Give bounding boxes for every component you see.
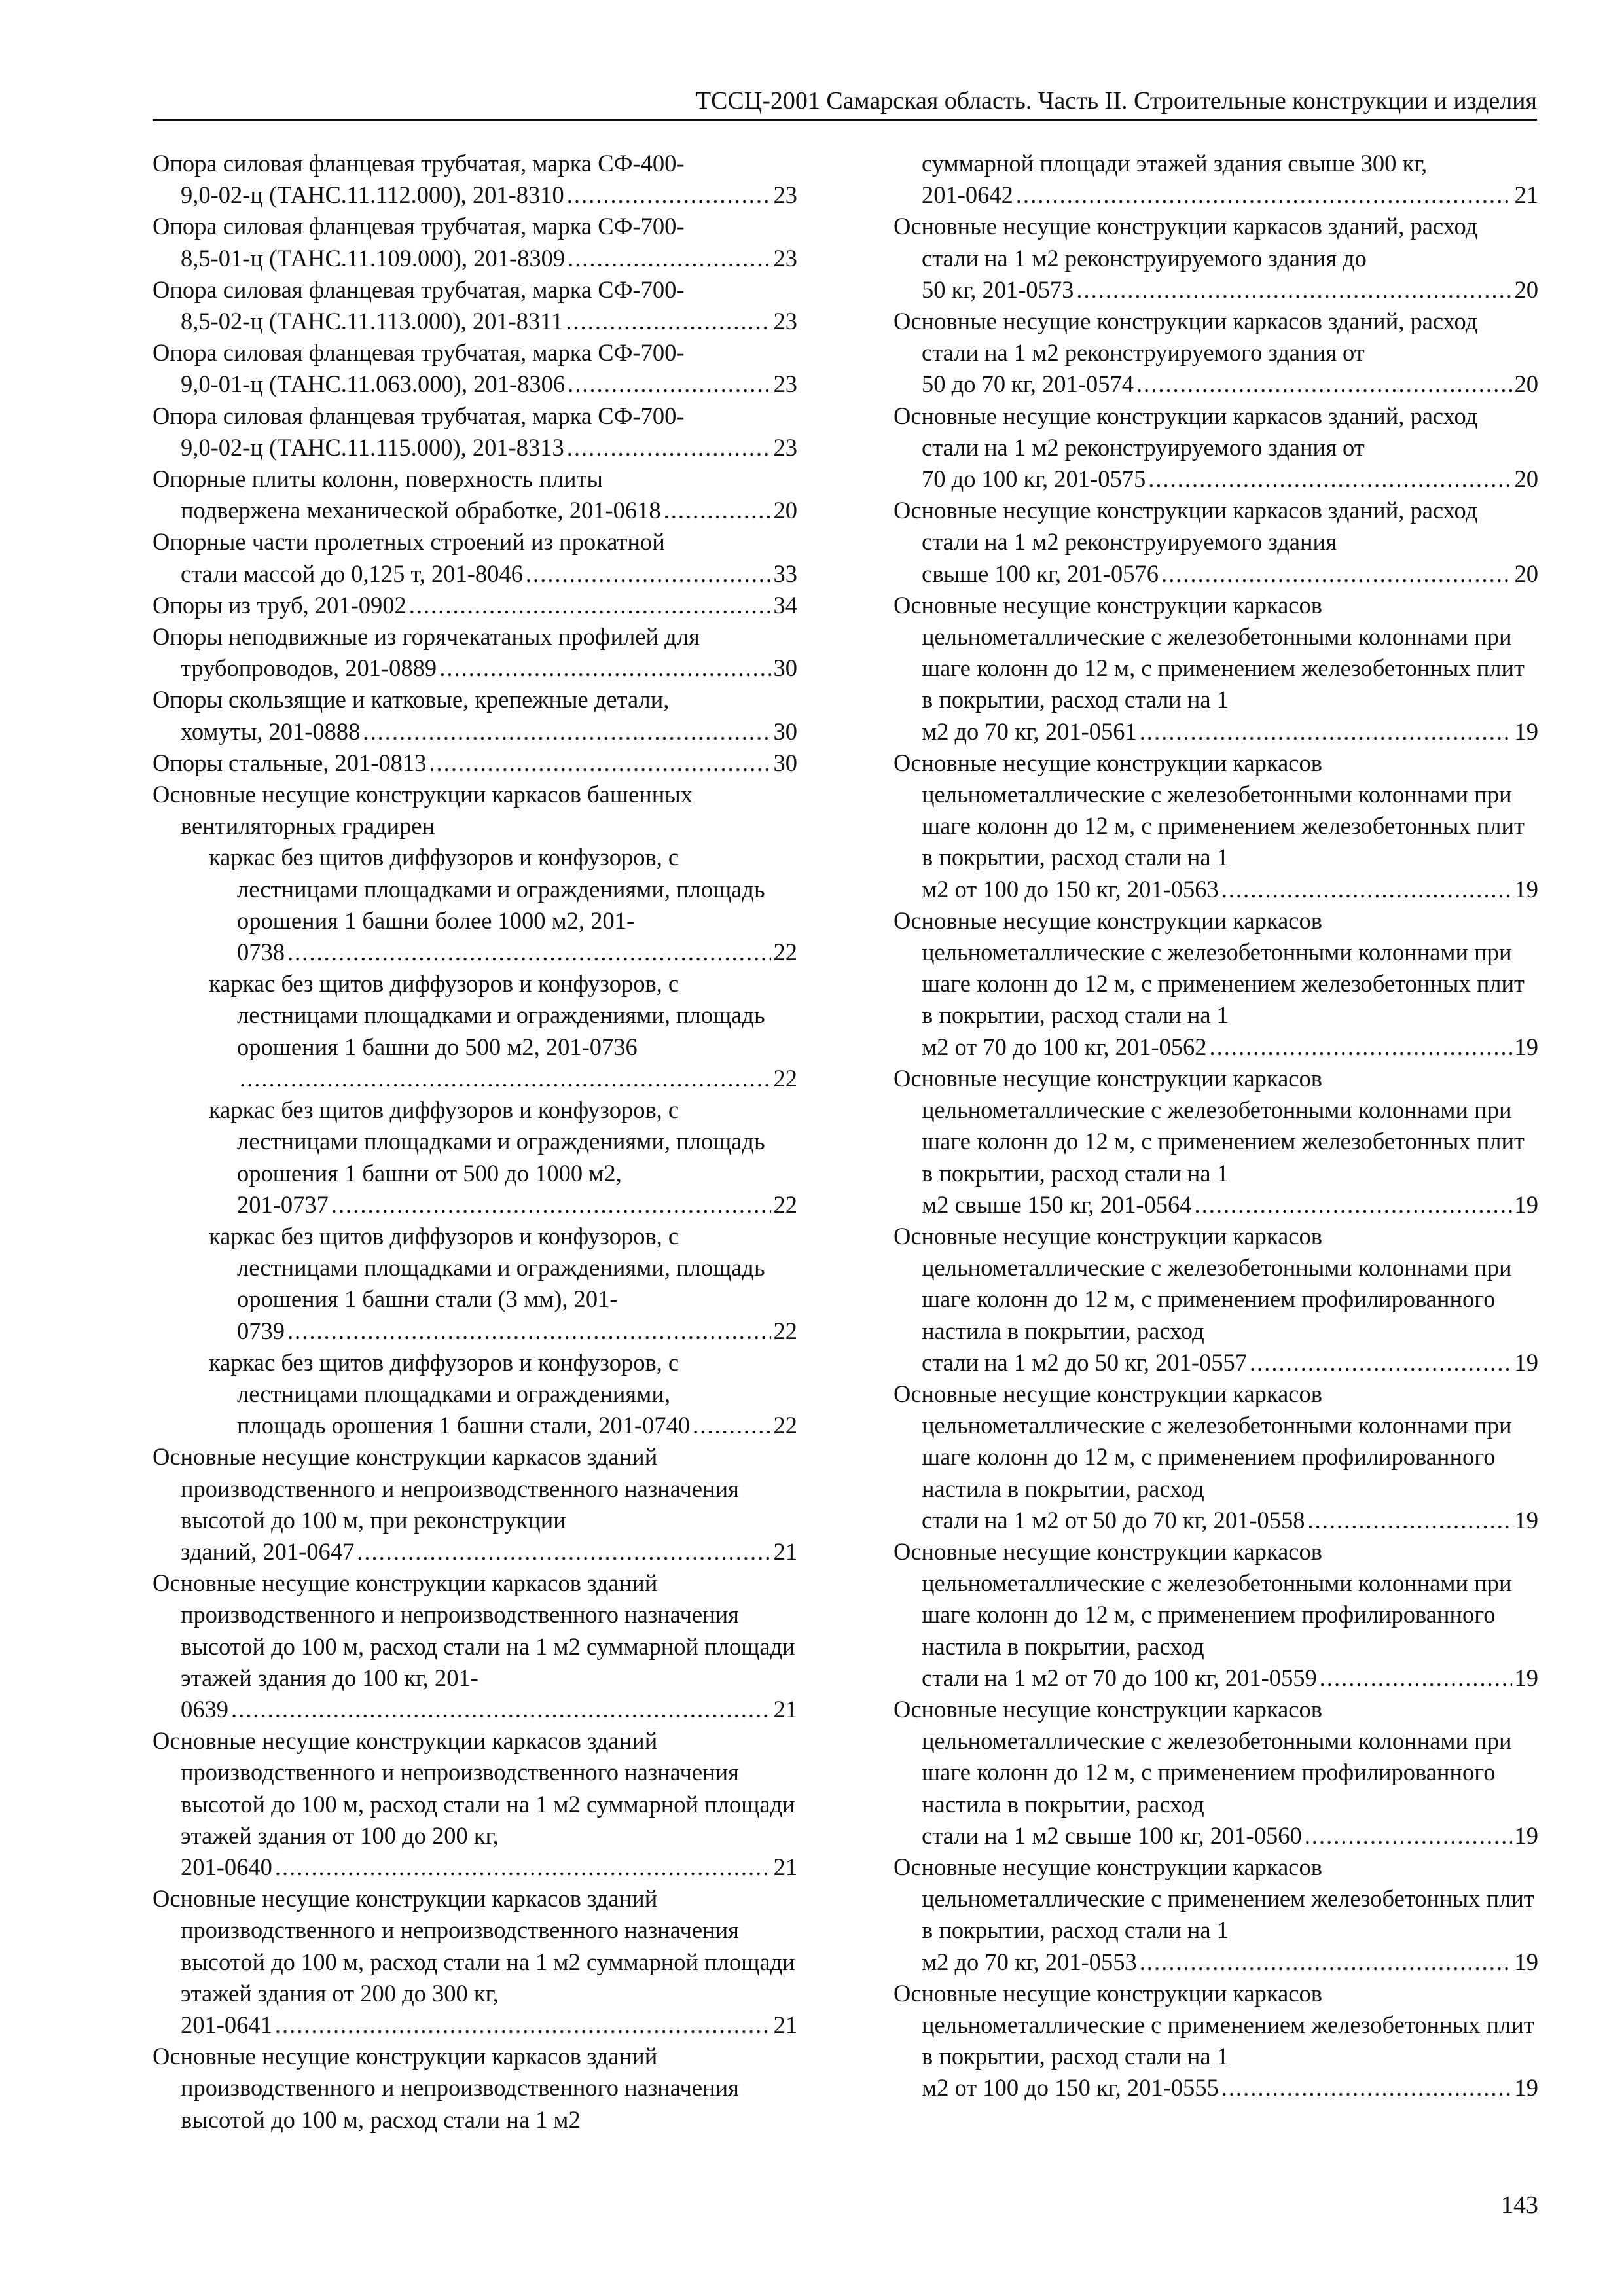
- entry-code: 0739: [237, 1317, 285, 1344]
- index-entry: [153, 2041, 797, 2136]
- entry-code: стали на 1 м2 до 50 кг, 201-0557: [922, 1348, 1248, 1376]
- entry-code: стали массой до 0,125 т, 201-8046: [181, 560, 523, 587]
- entry-code: зданий, 201-0647: [181, 1537, 355, 1565]
- dot-leader: [1161, 558, 1511, 590]
- index-entry: [893, 401, 1538, 495]
- dot-leader: [1136, 368, 1512, 400]
- entry-text: Основные несущие конструкции каркасов зданий производственного и непроизводственного назначения высотой до 100 м, расход стали на 1 м2 суммарной площади этажей здания от 200 до 300 кг,: [153, 1885, 795, 2007]
- entry-code: подвержена механической обработке, 201-0618: [181, 497, 661, 524]
- dot-leader: [1250, 1347, 1511, 1378]
- entry-tail: [922, 1505, 1538, 1536]
- entry-text: Опора силовая фланцевая трубчатая, марка СФ-700-: [153, 402, 685, 429]
- entry-code: 9,0-02-ц (ТАНС.11.115.000), 201-8313: [181, 433, 564, 461]
- entry-text: Опора силовая фланцевая трубчатая, марка СФ-700-: [153, 339, 685, 367]
- dot-leader: [566, 306, 770, 337]
- entry-page-number: 19: [1514, 2074, 1538, 2102]
- index-entry: [153, 1725, 797, 1883]
- entry-code: 70 до 100 кг, 201-0575: [922, 465, 1146, 493]
- entry-page-number: 23: [773, 433, 797, 461]
- entry-page-number: 21: [773, 1695, 797, 1723]
- index-entry: [893, 1063, 1538, 1221]
- entry-tail: [181, 716, 797, 747]
- entry-text: Опоры неподвижные из горячекатаных профилей для: [153, 623, 700, 651]
- dot-leader: [287, 1316, 771, 1347]
- dot-leader: [409, 590, 771, 621]
- entry-page-number: 34: [773, 591, 797, 619]
- index-entry: [153, 148, 797, 211]
- index-entry: [153, 1883, 797, 2041]
- index-entry: [893, 590, 1538, 747]
- entry-tail: [237, 1063, 797, 1094]
- entry-tail: [181, 432, 797, 463]
- entry-page-number: 33: [773, 560, 797, 587]
- dot-leader: [363, 716, 770, 747]
- entry-code: свыше 100 кг, 201-0576: [922, 560, 1159, 587]
- entry-page-number: 22: [773, 1317, 797, 1344]
- index-entry: [153, 274, 797, 337]
- index-entry: [153, 747, 797, 779]
- dot-leader: [231, 1694, 771, 1725]
- entry-code: Опоры стальные, 201-0813: [153, 749, 427, 776]
- entry-code: 0639: [181, 1695, 228, 1723]
- entry-tail: [922, 874, 1538, 905]
- entry-code: 50 кг, 201-0573: [922, 276, 1074, 303]
- entry-page-number: 21: [773, 1853, 797, 1880]
- entry-code: 0738: [237, 939, 285, 966]
- entry-text: Основные несущие конструкции каркасов цельнометаллические с применением железобетонных плит в покрытии, расход стали на 1: [893, 1979, 1534, 2070]
- index-entry: [893, 1978, 1538, 2104]
- entry-code: 8,5-02-ц (ТАНС.11.113.000), 201-8311: [181, 308, 564, 335]
- index-subentry: [181, 842, 797, 968]
- entry-page-number: 19: [1514, 1348, 1538, 1376]
- entry-text: Опорные части пролетных строений из прокатной: [153, 528, 665, 556]
- entry-page-number: 19: [1514, 1506, 1538, 1534]
- entry-text: Основные несущие конструкции каркасов зданий, расход стали на 1 м2 реконструируемого здания от: [893, 308, 1478, 367]
- entry-tail: [181, 368, 797, 400]
- entry-tail: [181, 179, 797, 211]
- entry-text: каркас без щитов диффузоров и конфузоров, с лестницами площадками и ограждениями, площадь орошения 1 башни до 500 м2, 201-0736: [209, 970, 765, 1060]
- dot-leader: [1221, 874, 1512, 905]
- entry-tail: [181, 558, 797, 590]
- entry-page-number: 20: [1514, 560, 1538, 587]
- entry-text: Основные несущие конструкции каркасов зданий, расход стали на 1 м2 реконструируемого здания: [893, 497, 1478, 556]
- entry-code: 9,0-02-ц (ТАНС.11.112.000), 201-8310: [181, 181, 564, 209]
- entry-text: Основные несущие конструкции каркасов цельнометаллические с железобетонными колоннами при шаге колонн до 12 м, с применением железобетонных плит в покрытии, расход стали на 1: [893, 1064, 1525, 1187]
- header-title: ТССЦ-2001 Самарская область. Часть II. Строительные конструкции и изделия: [695, 87, 1537, 115]
- entry-text: Основные несущие конструкции каркасов цельнометаллические с железобетонными колоннами при шаге колонн до 12 м, с применением профилированного настила в покрытии, расход: [893, 1695, 1512, 1818]
- dot-leader: [664, 495, 771, 526]
- index-entry: [893, 211, 1538, 306]
- entry-tail: [922, 1946, 1538, 1978]
- entry-page-number: 19: [1514, 1948, 1538, 1975]
- entry-page-number: 22: [773, 939, 797, 966]
- entry-text: Основные несущие конструкции каркасов башенных вентиляторных градирен: [153, 781, 693, 840]
- index-entry: [153, 463, 797, 526]
- dot-leader: [357, 1536, 770, 1568]
- entry-page-number: 20: [1514, 370, 1538, 398]
- entry-text: Опора силовая фланцевая трубчатая, марка СФ-700-: [153, 213, 685, 240]
- index-entry: [893, 1852, 1538, 1978]
- dot-leader: [1194, 1189, 1511, 1221]
- dot-leader: [439, 653, 770, 684]
- entry-code: м2 от 100 до 150 кг, 201-0555: [922, 2074, 1219, 2102]
- index-subentry: [181, 968, 797, 1094]
- index-entry: [893, 747, 1538, 905]
- entry-tail: [922, 179, 1538, 211]
- entry-text: Основные несущие конструкции каркасов зданий, расход стали на 1 м2 реконструируемого здания до: [893, 213, 1478, 272]
- entry-tail: [922, 1662, 1538, 1694]
- entry-code: м2 от 70 до 100 кг, 201-0562: [922, 1033, 1207, 1060]
- entry-page-number: 30: [773, 655, 797, 682]
- entry-page-number: 20: [1514, 276, 1538, 303]
- entry-text: Основные несущие конструкции каркасов цельнометаллические с железобетонными колоннами при шаге колонн до 12 м, с применением профилированного настила в покрытии, расход: [893, 1537, 1512, 1660]
- index-column-right: [893, 148, 1538, 2104]
- entry-tail: [181, 653, 797, 684]
- dot-leader: [1221, 2072, 1512, 2104]
- index-entry: [893, 306, 1538, 401]
- entry-code: стали на 1 м2 от 70 до 100 кг, 201-0559: [922, 1664, 1317, 1691]
- entry-text: Опорные плиты колонн, поверхность плиты: [153, 465, 603, 493]
- index-subentry: [181, 1347, 797, 1442]
- entry-text: Основные несущие конструкции каркасов цельнометаллические с железобетонными колоннами при шаге колонн до 12 м, с применением профилированного настила в покрытии, расход: [893, 1380, 1512, 1502]
- index-entry: [893, 1221, 1538, 1378]
- entry-tail: [922, 2072, 1538, 2104]
- index-entry: [893, 905, 1538, 1063]
- entry-tail: [922, 1347, 1538, 1378]
- entry-text: Основные несущие конструкции каркасов зданий производственного и непроизводственного назначения высотой до 100 м, при реконструкции: [153, 1443, 739, 1534]
- entry-page-number: 21: [1514, 181, 1538, 209]
- entry-text: Основные несущие конструкции каркасов зданий производственного и непроизводственного назначения высотой до 100 м, расход стали на 1 м2 суммарной площади этажей здания до 100 кг, 201-: [153, 1570, 795, 1691]
- dot-leader: [693, 1410, 770, 1441]
- entry-tail: [922, 716, 1538, 747]
- entry-code: стали на 1 м2 от 50 до 70 кг, 201-0558: [922, 1506, 1305, 1534]
- entry-code: 201-0640: [181, 1853, 272, 1880]
- dot-leader: [1305, 1820, 1512, 1852]
- entry-code: 9,0-01-ц (ТАНС.11.063.000), 201-8306: [181, 370, 566, 398]
- entry-code: 201-0737: [237, 1191, 329, 1218]
- entry-code: стали на 1 м2 свыше 100 кг, 201-0560: [922, 1821, 1302, 1849]
- entry-text: Основные несущие конструкции каркасов цельнометаллические с железобетонными колоннами при шаге колонн до 12 м, с применением железобетонных плит в покрытии, расход стали на 1: [893, 591, 1525, 713]
- index-column-left: [153, 148, 797, 2136]
- entry-text: суммарной площади этажей здания свыше 300 кг,: [922, 150, 1428, 177]
- entry-page-number: 19: [1514, 717, 1538, 745]
- dot-leader: [568, 243, 770, 274]
- entry-code: м2 до 70 кг, 201-0561: [922, 717, 1137, 745]
- index-entry: [153, 1568, 797, 1725]
- entry-tail: [922, 558, 1538, 590]
- entry-tail: [922, 1189, 1538, 1221]
- dot-leader: [1140, 716, 1512, 747]
- dot-leader: [1148, 463, 1511, 495]
- entry-tail: [181, 2009, 797, 2041]
- dot-leader: [567, 179, 771, 211]
- dot-leader: [1076, 274, 1511, 306]
- entry-page-number: 20: [773, 497, 797, 524]
- entry-text: Основные несущие конструкции каркасов зданий производственного и непроизводственного назначения высотой до 100 м, расход стали на 1 м2 суммарной площади этажей здания от 100 до 200 кг,: [153, 1727, 795, 1849]
- entry-text: Опора силовая фланцевая трубчатая, марка СФ-700-: [153, 276, 685, 303]
- entry-page-number: 22: [773, 1412, 797, 1439]
- page-number: 143: [1501, 2191, 1538, 2219]
- entry-page-number: 21: [773, 1537, 797, 1565]
- entry-page-number: 22: [773, 1064, 797, 1092]
- entry-tail: [922, 1820, 1538, 1852]
- entry-text: каркас без щитов диффузоров и конфузоров, с лестницами площадками и ограждениями,: [209, 1348, 679, 1407]
- index-entry: [153, 211, 797, 274]
- dot-leader: [275, 1852, 771, 1883]
- entry-tail: [181, 1852, 797, 1883]
- entry-text: каркас без щитов диффузоров и конфузоров, с лестницами площадками и ограждениями, площадь орошения 1 башни от 500 до 1000 м2,: [209, 1096, 765, 1187]
- entry-code: площадь орошения 1 башни стали, 201-0740: [237, 1412, 691, 1439]
- index-entry: [153, 401, 797, 463]
- entry-tail: [922, 368, 1538, 400]
- entry-tail: [181, 1694, 797, 1725]
- index-entry: [153, 526, 797, 589]
- index-entry: [153, 337, 797, 400]
- entry-code: м2 свыше 150 кг, 201-0564: [922, 1191, 1192, 1218]
- dot-leader: [1016, 179, 1512, 211]
- entry-tail: [237, 1410, 797, 1441]
- index-subentry: [181, 1221, 797, 1347]
- entry-page-number: 23: [773, 244, 797, 272]
- index-entry: [153, 684, 797, 747]
- entry-page-number: 22: [773, 1191, 797, 1218]
- entry-tail: [153, 590, 797, 621]
- dot-leader: [331, 1189, 771, 1221]
- dot-leader: [1140, 1946, 1512, 1978]
- entry-page-number: 23: [773, 370, 797, 398]
- entry-text: Основные несущие конструкции каркасов цельнометаллические с железобетонными колоннами при шаге колонн до 12 м, с применением профилированного настила в покрытии, расход: [893, 1222, 1512, 1344]
- entry-tail: [181, 306, 797, 337]
- index-entry: [893, 1378, 1538, 1536]
- entry-text: каркас без щитов диффузоров и конфузоров, с лестницами площадками и ограждениями, площадь орошения 1 башни стали (3 мм), 201-: [209, 1222, 765, 1313]
- entry-tail: [922, 463, 1538, 495]
- entry-code: Опоры из труб, 201-0902: [153, 591, 406, 619]
- index-entry: [893, 495, 1538, 590]
- dot-leader: [287, 937, 771, 968]
- entry-page-number: 23: [773, 308, 797, 335]
- entry-code: м2 от 100 до 150 кг, 201-0563: [922, 875, 1219, 903]
- entry-page-number: 19: [1514, 1033, 1538, 1060]
- entry-tail: [922, 274, 1538, 306]
- dot-leader: [526, 558, 771, 590]
- entry-code: трубопроводов, 201-0889: [181, 655, 437, 682]
- index-entry: [153, 621, 797, 684]
- entry-code: 201-0641: [181, 2011, 272, 2038]
- entry-text: Основные несущие конструкции каркасов зданий производственного и непроизводственного назначения высотой до 100 м, расход стали на 1 м2: [153, 2043, 739, 2133]
- entry-page-number: 23: [773, 181, 797, 209]
- entry-code: м2 до 70 кг, 201-0553: [922, 1948, 1137, 1975]
- dot-leader: [275, 2009, 771, 2041]
- entry-page-number: 30: [773, 749, 797, 776]
- entry-code: 8,5-01-ц (ТАНС.11.109.000), 201-8309: [181, 244, 566, 272]
- entry-tail: [153, 747, 797, 779]
- entry-text: Основные несущие конструкции каркасов цельнометаллические с применением железобетонных плит в покрытии, расход стали на 1: [893, 1853, 1534, 1944]
- running-header: [153, 84, 1537, 121]
- index-entry: [153, 590, 797, 621]
- dot-leader: [429, 747, 770, 779]
- entry-page-number: 30: [773, 717, 797, 745]
- entry-tail: [237, 937, 797, 968]
- index-entry: [893, 148, 1538, 211]
- dot-leader: [567, 432, 771, 463]
- entry-page-number: 19: [1514, 1821, 1538, 1849]
- index-entry: [153, 779, 797, 842]
- index-entry: [893, 1694, 1538, 1852]
- index-entry: [893, 1536, 1538, 1694]
- entry-text: каркас без щитов диффузоров и конфузоров, с лестницами площадками и ограждениями, площадь орошения 1 башни более 1000 м2, 201-: [209, 844, 765, 934]
- entry-code: хомуты, 201-0888: [181, 717, 361, 745]
- entry-text: Основные несущие конструкции каркасов зданий, расход стали на 1 м2 реконструируемого здания от: [893, 402, 1478, 461]
- dot-leader: [1210, 1031, 1512, 1063]
- entry-code: 201-0642: [922, 181, 1013, 209]
- entry-text: Основные несущие конструкции каркасов цельнометаллические с железобетонными колоннами при шаге колонн до 12 м, с применением железобетонных плит в покрытии, расход стали на 1: [893, 749, 1525, 871]
- entry-tail: [181, 243, 797, 274]
- entry-page-number: 20: [1514, 465, 1538, 493]
- dot-leader: [1307, 1505, 1511, 1536]
- entry-tail: [237, 1189, 797, 1221]
- dot-leader: [240, 1063, 771, 1094]
- entry-tail: [922, 1031, 1538, 1063]
- entry-tail: [181, 1536, 797, 1568]
- entry-page-number: 19: [1514, 1664, 1538, 1691]
- dot-leader: [568, 368, 770, 400]
- entry-text: Основные несущие конструкции каркасов цельнометаллические с железобетонными колоннами при шаге колонн до 12 м, с применением железобетонных плит в покрытии, расход стали на 1: [893, 906, 1525, 1029]
- entry-text: Опоры скользящие и катковые, крепежные детали,: [153, 686, 670, 713]
- index-subentry: [181, 1094, 797, 1221]
- dot-leader: [1320, 1662, 1512, 1694]
- entry-page-number: 21: [773, 2011, 797, 2038]
- entry-tail: [181, 495, 797, 526]
- index-entry: [153, 1441, 797, 1568]
- entry-tail: [237, 1316, 797, 1347]
- entry-code: 50 до 70 кг, 201-0574: [922, 370, 1134, 398]
- entry-text: Опора силовая фланцевая трубчатая, марка СФ-400-: [153, 150, 685, 177]
- entry-page-number: 19: [1514, 1191, 1538, 1218]
- entry-page-number: 19: [1514, 875, 1538, 903]
